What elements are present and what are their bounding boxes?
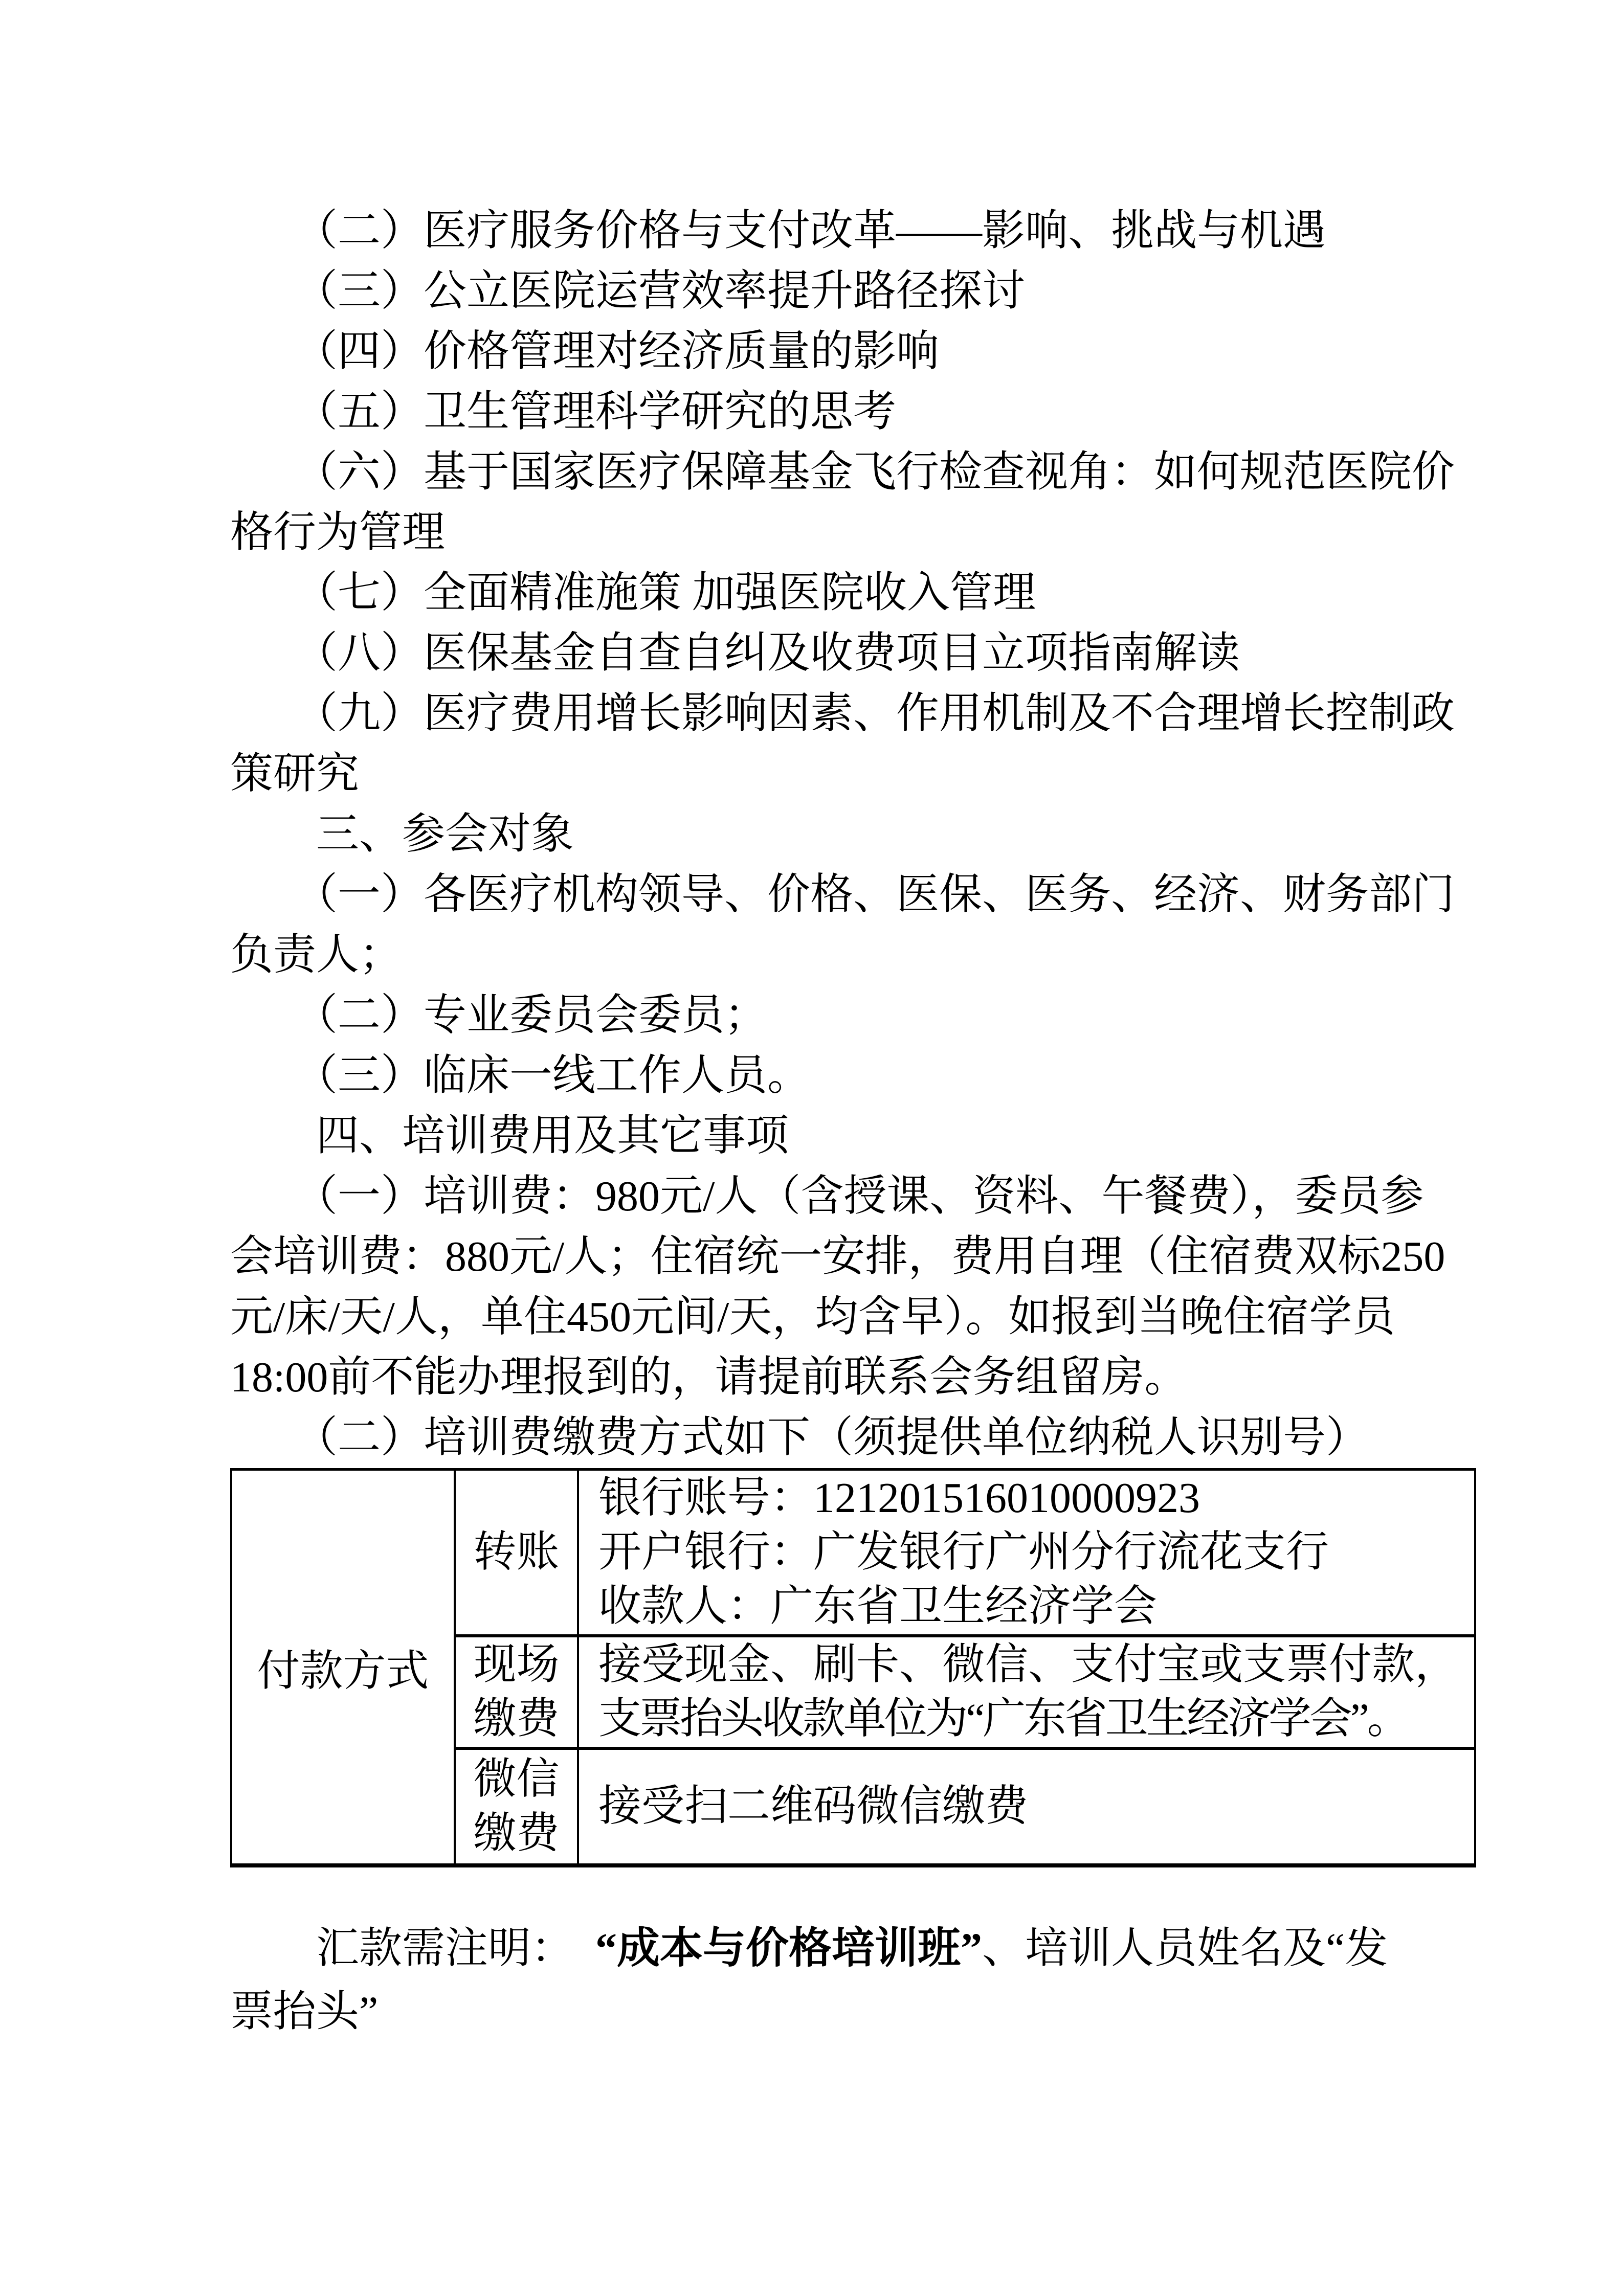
remittance-note — [230, 1917, 1476, 2044]
remittance-prefix: 汇款需注明： — [230, 1925, 596, 1972]
payment-table-rows — [454, 1471, 1474, 1863]
method-cell-onsite — [454, 1637, 579, 1747]
remittance-note-line1 — [230, 1917, 1476, 1980]
body-line: （五）卫生管理科学研究的思考 — [230, 388, 897, 436]
method-label: 缴费 — [473, 1810, 560, 1857]
body-line: 负责人； — [230, 931, 403, 979]
table-row-transfer — [454, 1471, 1474, 1637]
body-line: 格行为管理 — [230, 509, 446, 556]
method-label: 微信 — [473, 1755, 560, 1803]
content-cell-onsite — [579, 1637, 1474, 1747]
body-line: （四）价格管理对经济质量的影响 — [230, 328, 940, 375]
cheque-title-line: 支票抬头收款单位为“广东省卫生经济学会”。 — [598, 1695, 1408, 1743]
body-line: （二）专业委员会委员； — [230, 992, 768, 1039]
body-line: （七）全面精准施策 加强医院收入管理 — [230, 569, 1036, 617]
body-line: 元/床/天/人，单住450元间/天，均含早）。如报到当晚住宿学员 — [230, 1293, 1395, 1341]
method-cell-transfer — [454, 1471, 579, 1634]
body-line: （六）基于国家医疗保障基金飞行检查视角：如何规范医院价 — [230, 448, 1455, 496]
method-label: 现场 — [473, 1641, 560, 1689]
body-line: （九）医疗费用增长影响因素、作用机制及不合理增长控制政 — [230, 690, 1455, 737]
body-line: 策研究 — [230, 750, 360, 798]
body-line: 18:00前不能办理报到的，请提前联系会务组留房。 — [230, 1354, 1188, 1401]
method-label: 转账 — [473, 1528, 560, 1576]
bank-account-line: 银行账号：121201516010000923 — [598, 1474, 1200, 1522]
payment-method-table — [230, 1468, 1476, 1867]
content-cell-wechat — [579, 1750, 1474, 1863]
body-line: （三）公立医院运营效率提升路径探讨 — [230, 267, 1026, 315]
method-cell-wechat — [454, 1750, 579, 1863]
section-heading-participants: 三、参会对象 — [230, 811, 574, 858]
payee-line: 收款人：广东省卫生经济学会 — [598, 1583, 1158, 1630]
content-cell-transfer — [579, 1471, 1474, 1634]
payment-table-header-cell: 付款方式 — [257, 1647, 429, 1695]
course-name-emphasis: “成本与价格培训班” — [595, 1925, 983, 1972]
body-line: （八）医保基金自查自纠及收费项目立项指南解读 — [230, 629, 1240, 677]
body-line: （二）医疗服务价格与支付改革——影响、挑战与机遇 — [230, 207, 1326, 255]
remittance-note-line2: 票抬头” — [230, 1988, 379, 2036]
wechat-pay-line: 接受扫二维码微信缴费 — [598, 1783, 1029, 1830]
method-label: 缴费 — [473, 1695, 560, 1743]
remittance-suffix: 、培训人员姓名及“发 — [982, 1925, 1388, 1972]
bank-name-line: 开户银行：广发银行广州分行流花支行 — [598, 1528, 1329, 1576]
onsite-pay-line: 接受现金、刷卡、微信、支付宝或支票付款， — [598, 1641, 1458, 1689]
table-row-wechat — [454, 1750, 1474, 1863]
section-heading-fees: 四、培训费用及其它事项 — [230, 1112, 789, 1160]
document-body — [230, 201, 1476, 2044]
body-line: （二）培训费缴费方式如下（须提供单位纳税人识别号） — [230, 1414, 1369, 1461]
body-line: 会培训费：880元/人；住宿统一安排，费用自理（住宿费双标250 — [230, 1233, 1445, 1280]
body-line: （一）各医疗机构领导、价格、医保、医务、经济、财务部门 — [230, 871, 1455, 918]
body-line: （三）临床一线工作人员。 — [230, 1052, 811, 1099]
body-line: （一）培训费：980元/人（含授课、资料、午餐费），委员参 — [230, 1173, 1424, 1220]
table-row-onsite — [454, 1637, 1474, 1750]
